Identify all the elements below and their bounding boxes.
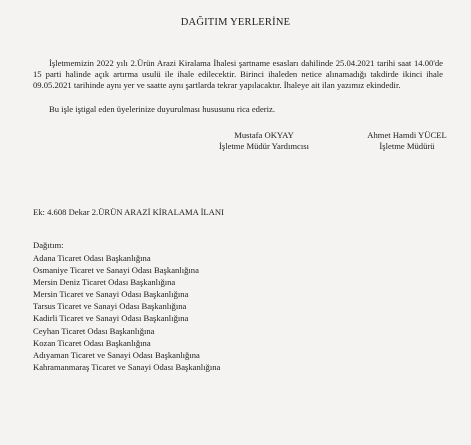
body-paragraph-2-text: Bu işle iştigal eden üyelerinize duyurulması hususunu rica ederiz. [49,104,276,114]
distribution-label: Dağıtım: [33,240,64,250]
document-title: DAĞITIM YERLERİNE [180,17,291,28]
signatory-title: İşletme Müdürü [379,141,435,151]
distribution-item: Tarsus Ticaret ve Sanayi Odası Başkanlığına [33,301,187,312]
body-paragraph-1 [33,58,443,91]
body-paragraph-2 [33,104,443,115]
distribution-item: Kadirli Ticaret ve Sanayi Odası Başkanlığına [33,313,189,324]
distribution-item: Adıyaman Ticaret ve Sanayi Odası Başkanlığına [33,349,200,360]
distribution-item: Osmaniye Ticaret ve Sanayi Odası Başkanlığına [33,265,199,276]
signature-block-manager [352,130,462,152]
distribution-item: Mersin Deniz Ticaret Odası Başkanlığına [33,277,176,288]
signatory-name: Mustafa OKYAY [234,130,294,140]
body-paragraph-1-text: İşletmemizin 2022 yılı 2.Ürün Arazi Kiralama İhalesi şartname esasları dahilinde 25.04.2021 tarihi saat 14.00'de 15 parti halinde açık artırma usulü ile ihale edilecektir. Birinci ihaleden netice alınamadığı takdirde ikinci ihale 09.05.2021 tarihinde aynı yer ve saatte aynı şartlarda tekrar yapılacaktır. İhaleye ait ilan yazımız ekindedir. [33,58,443,90]
signatory-name: Ahmet Hamdi YÜCEL [367,130,447,140]
distribution-item: Mersin Ticaret ve Sanayi Odası Başkanlığına [33,289,189,300]
attachment-line: Ek: 4.608 Dekar 2.ÜRÜN ARAZİ KİRALAMA İLANI [33,207,224,217]
signature-block-deputy [204,130,324,152]
signatory-title: İşletme Müdür Yardımcısı [219,141,309,151]
distribution-item: Kozan Ticaret Odası Başkanlığına [33,337,151,348]
distribution-item: Adana Ticaret Odası Başkanlığına [33,253,151,263]
distribution-item: Kahramanmaraş Ticaret ve Sanayi Odası Başkanlığına [33,361,221,372]
distribution-list [33,252,220,373]
distribution-item: Ceyhan Ticaret Odası Başkanlığına [33,325,155,336]
